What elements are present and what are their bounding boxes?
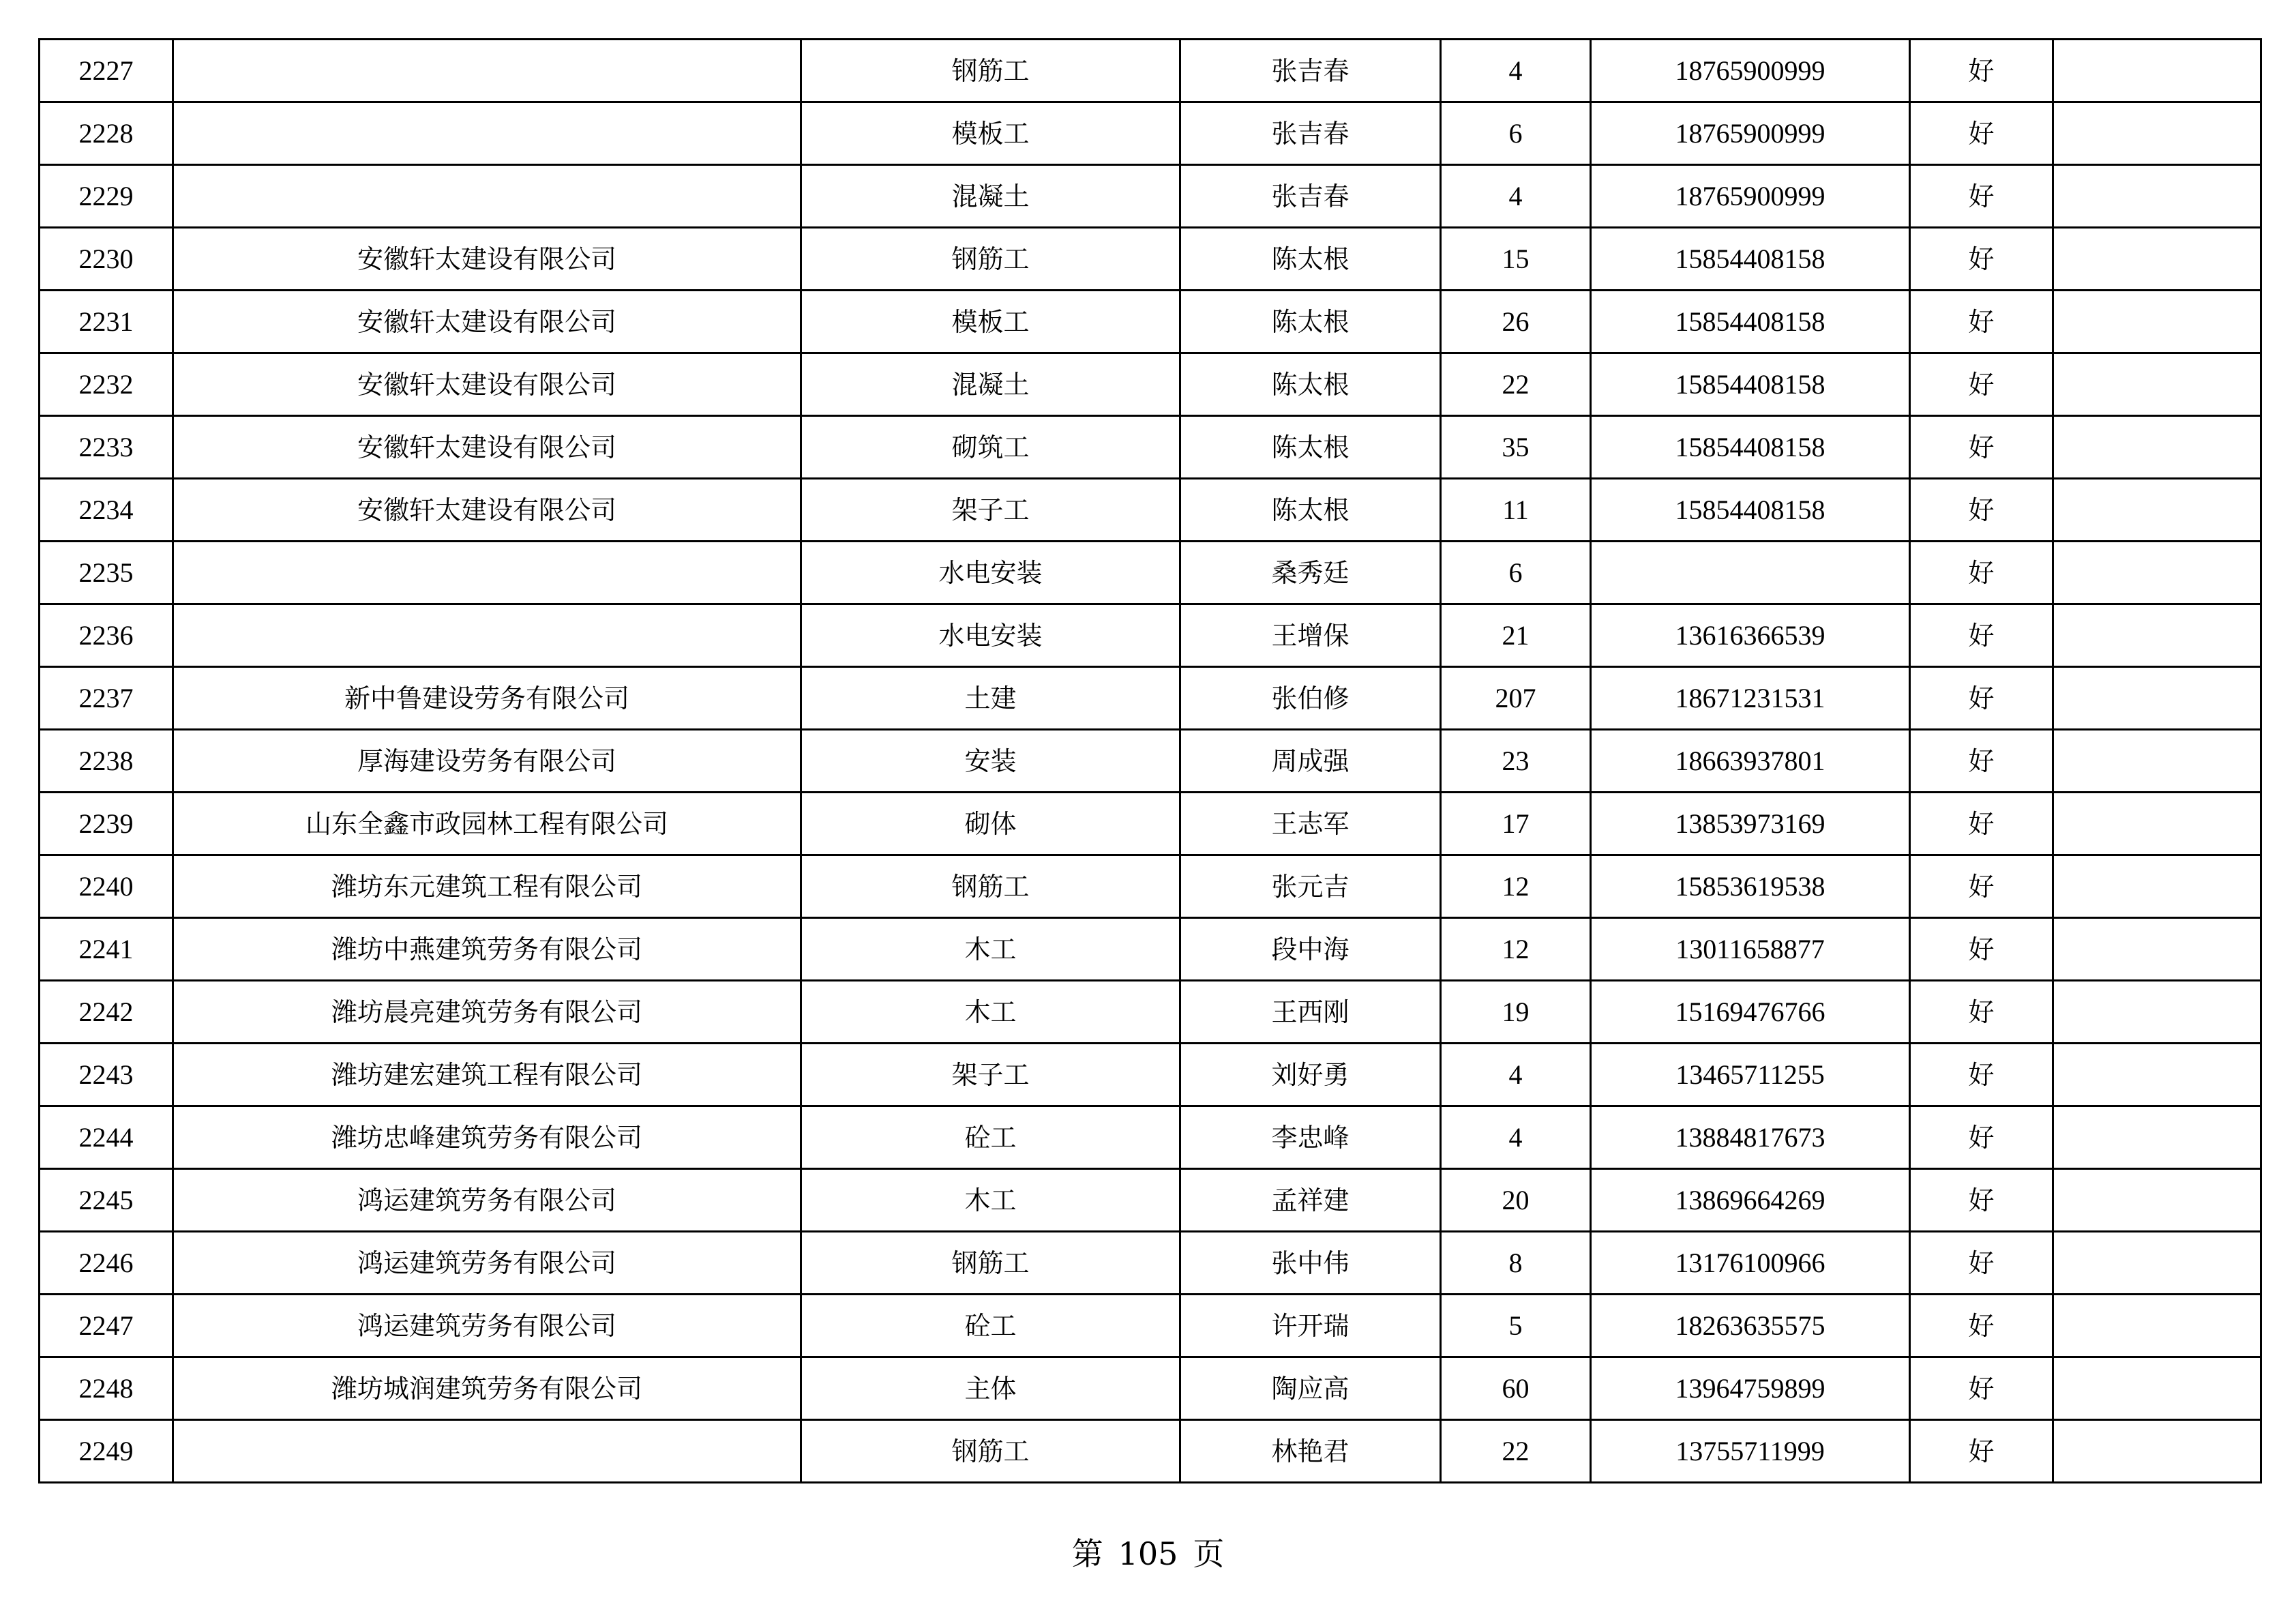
contact-person-cell: 张吉春 <box>1180 40 1441 102</box>
table-row <box>40 1295 2261 1357</box>
table-row <box>40 416 2261 479</box>
worker-count-cell: 15 <box>1441 228 1591 291</box>
company-cell: 安徽轩太建设有限公司 <box>173 479 801 542</box>
row-number-cell: 2242 <box>40 981 173 1044</box>
contact-person-cell: 张元吉 <box>1180 855 1441 918</box>
contact-person-cell: 陶应高 <box>1180 1357 1441 1420</box>
row-number-cell: 2239 <box>40 793 173 855</box>
rating-cell: 好 <box>1910 918 2053 981</box>
company-cell: 安徽轩太建设有限公司 <box>173 228 801 291</box>
worker-count-cell: 35 <box>1441 416 1591 479</box>
worker-count-cell: 207 <box>1441 667 1591 730</box>
note-cell <box>2053 102 2261 165</box>
worker-count-cell: 8 <box>1441 1232 1591 1295</box>
note-cell <box>2053 40 2261 102</box>
row-number-cell: 2234 <box>40 479 173 542</box>
worker-count-cell: 5 <box>1441 1295 1591 1357</box>
table-row <box>40 228 2261 291</box>
contact-person-cell: 王西刚 <box>1180 981 1441 1044</box>
row-number-cell: 2246 <box>40 1232 173 1295</box>
table-row <box>40 165 2261 228</box>
note-cell <box>2053 416 2261 479</box>
row-number-cell: 2245 <box>40 1169 173 1232</box>
table-row <box>40 1232 2261 1295</box>
note-cell <box>2053 981 2261 1044</box>
contact-person-cell: 陈太根 <box>1180 228 1441 291</box>
note-cell <box>2053 542 2261 604</box>
company-cell <box>173 604 801 667</box>
rating-cell: 好 <box>1910 416 2053 479</box>
note-cell <box>2053 1420 2261 1483</box>
trade-cell: 水电安装 <box>801 604 1180 667</box>
table-row <box>40 542 2261 604</box>
company-cell: 安徽轩太建设有限公司 <box>173 416 801 479</box>
row-number-cell: 2227 <box>40 40 173 102</box>
table-row <box>40 1420 2261 1483</box>
company-cell <box>173 40 801 102</box>
contact-person-cell: 张吉春 <box>1180 165 1441 228</box>
phone-cell: 15854408158 <box>1591 479 1910 542</box>
trade-cell: 砌体 <box>801 793 1180 855</box>
note-cell <box>2053 918 2261 981</box>
trade-cell: 木工 <box>801 918 1180 981</box>
worker-count-cell: 11 <box>1441 479 1591 542</box>
worker-count-cell: 4 <box>1441 1044 1591 1106</box>
company-cell: 潍坊东元建筑工程有限公司 <box>173 855 801 918</box>
rating-cell: 好 <box>1910 604 2053 667</box>
worker-count-cell: 12 <box>1441 918 1591 981</box>
rating-cell: 好 <box>1910 1044 2053 1106</box>
row-number-cell: 2235 <box>40 542 173 604</box>
table-row <box>40 667 2261 730</box>
note-cell <box>2053 1044 2261 1106</box>
worker-count-cell: 22 <box>1441 1420 1591 1483</box>
phone-cell: 13011658877 <box>1591 918 1910 981</box>
worker-count-cell: 22 <box>1441 353 1591 416</box>
rating-cell: 好 <box>1910 291 2053 353</box>
row-number-cell: 2241 <box>40 918 173 981</box>
trade-cell: 安装 <box>801 730 1180 793</box>
rating-cell: 好 <box>1910 479 2053 542</box>
worker-count-cell: 26 <box>1441 291 1591 353</box>
trade-cell: 钢筋工 <box>801 40 1180 102</box>
company-cell: 安徽轩太建设有限公司 <box>173 353 801 416</box>
note-cell <box>2053 1232 2261 1295</box>
company-cell: 鸿运建筑劳务有限公司 <box>173 1232 801 1295</box>
table-row <box>40 353 2261 416</box>
contact-person-cell: 孟祥建 <box>1180 1169 1441 1232</box>
company-cell <box>173 165 801 228</box>
note-cell <box>2053 1295 2261 1357</box>
trade-cell: 木工 <box>801 981 1180 1044</box>
worker-count-cell: 4 <box>1441 40 1591 102</box>
note-cell <box>2053 1106 2261 1169</box>
note-cell <box>2053 353 2261 416</box>
row-number-cell: 2229 <box>40 165 173 228</box>
company-cell <box>173 1420 801 1483</box>
table-row <box>40 1106 2261 1169</box>
row-number-cell: 2228 <box>40 102 173 165</box>
phone-cell: 18263635575 <box>1591 1295 1910 1357</box>
rating-cell: 好 <box>1910 1357 2053 1420</box>
contact-person-cell: 李忠峰 <box>1180 1106 1441 1169</box>
phone-cell: 13465711255 <box>1591 1044 1910 1106</box>
table-row <box>40 730 2261 793</box>
rating-cell: 好 <box>1910 730 2053 793</box>
worker-count-cell: 12 <box>1441 855 1591 918</box>
phone-cell: 15169476766 <box>1591 981 1910 1044</box>
worker-count-cell: 60 <box>1441 1357 1591 1420</box>
trade-cell: 钢筋工 <box>801 1232 1180 1295</box>
contact-person-cell: 许开瑞 <box>1180 1295 1441 1357</box>
trade-cell: 架子工 <box>801 1044 1180 1106</box>
table-row <box>40 291 2261 353</box>
contact-person-cell: 陈太根 <box>1180 416 1441 479</box>
phone-cell: 13884817673 <box>1591 1106 1910 1169</box>
phone-cell: 18765900999 <box>1591 102 1910 165</box>
trade-cell: 木工 <box>801 1169 1180 1232</box>
contact-person-cell: 王志军 <box>1180 793 1441 855</box>
note-cell <box>2053 228 2261 291</box>
phone-cell: 13964759899 <box>1591 1357 1910 1420</box>
trade-cell: 砼工 <box>801 1106 1180 1169</box>
rating-cell: 好 <box>1910 228 2053 291</box>
trade-cell: 土建 <box>801 667 1180 730</box>
page-footer <box>0 1535 2296 1572</box>
company-cell: 潍坊建宏建筑工程有限公司 <box>173 1044 801 1106</box>
contact-person-cell: 张伯修 <box>1180 667 1441 730</box>
rating-cell: 好 <box>1910 1169 2053 1232</box>
worker-count-cell: 23 <box>1441 730 1591 793</box>
phone-cell: 15853619538 <box>1591 855 1910 918</box>
table-row <box>40 855 2261 918</box>
row-number-cell: 2240 <box>40 855 173 918</box>
contact-person-cell: 张吉春 <box>1180 102 1441 165</box>
row-number-cell: 2231 <box>40 291 173 353</box>
row-number-cell: 2248 <box>40 1357 173 1420</box>
rating-cell: 好 <box>1910 1106 2053 1169</box>
row-number-cell: 2249 <box>40 1420 173 1483</box>
trade-cell: 砼工 <box>801 1295 1180 1357</box>
rating-cell: 好 <box>1910 165 2053 228</box>
rating-cell: 好 <box>1910 855 2053 918</box>
table-row <box>40 1169 2261 1232</box>
contact-person-cell: 段中海 <box>1180 918 1441 981</box>
rating-cell: 好 <box>1910 40 2053 102</box>
row-number-cell: 2233 <box>40 416 173 479</box>
row-number-cell: 2247 <box>40 1295 173 1357</box>
contact-person-cell: 刘好勇 <box>1180 1044 1441 1106</box>
row-number-cell: 2237 <box>40 667 173 730</box>
rating-cell: 好 <box>1910 102 2053 165</box>
company-cell: 安徽轩太建设有限公司 <box>173 291 801 353</box>
worker-count-cell: 6 <box>1441 542 1591 604</box>
trade-cell: 混凝土 <box>801 353 1180 416</box>
worker-count-cell: 19 <box>1441 981 1591 1044</box>
rating-cell: 好 <box>1910 1295 2053 1357</box>
company-cell: 山东全鑫市政园林工程有限公司 <box>173 793 801 855</box>
note-cell <box>2053 479 2261 542</box>
note-cell <box>2053 667 2261 730</box>
table-row <box>40 40 2261 102</box>
phone-cell: 15854408158 <box>1591 353 1910 416</box>
phone-cell: 18765900999 <box>1591 165 1910 228</box>
note-cell <box>2053 855 2261 918</box>
worker-count-cell: 4 <box>1441 1106 1591 1169</box>
trade-cell: 钢筋工 <box>801 855 1180 918</box>
row-number-cell: 2232 <box>40 353 173 416</box>
trade-cell: 混凝土 <box>801 165 1180 228</box>
table-row <box>40 102 2261 165</box>
note-cell <box>2053 730 2261 793</box>
contact-person-cell: 林艳君 <box>1180 1420 1441 1483</box>
contact-person-cell: 陈太根 <box>1180 479 1441 542</box>
trade-cell: 水电安装 <box>801 542 1180 604</box>
trade-cell: 主体 <box>801 1357 1180 1420</box>
contact-person-cell: 陈太根 <box>1180 353 1441 416</box>
worker-count-cell: 17 <box>1441 793 1591 855</box>
phone-cell: 18663937801 <box>1591 730 1910 793</box>
note-cell <box>2053 793 2261 855</box>
page-footer-suffix: 页 <box>1193 1535 1225 1572</box>
company-cell: 鸿运建筑劳务有限公司 <box>173 1169 801 1232</box>
trade-cell: 钢筋工 <box>801 1420 1180 1483</box>
table-row <box>40 479 2261 542</box>
company-cell: 鸿运建筑劳务有限公司 <box>173 1295 801 1357</box>
row-number-cell: 2238 <box>40 730 173 793</box>
note-cell <box>2053 1169 2261 1232</box>
note-cell <box>2053 604 2261 667</box>
worker-count-cell: 4 <box>1441 165 1591 228</box>
phone-cell: 13869664269 <box>1591 1169 1910 1232</box>
row-number-cell: 2243 <box>40 1044 173 1106</box>
company-cell <box>173 102 801 165</box>
rating-cell: 好 <box>1910 667 2053 730</box>
rating-cell: 好 <box>1910 1232 2053 1295</box>
note-cell <box>2053 291 2261 353</box>
phone-cell: 13755711999 <box>1591 1420 1910 1483</box>
note-cell <box>2053 165 2261 228</box>
company-cell: 潍坊晨亮建筑劳务有限公司 <box>173 981 801 1044</box>
trade-cell: 钢筋工 <box>801 228 1180 291</box>
phone-cell: 15854408158 <box>1591 291 1910 353</box>
company-cell: 潍坊中燕建筑劳务有限公司 <box>173 918 801 981</box>
rating-cell: 好 <box>1910 793 2053 855</box>
worker-count-cell: 6 <box>1441 102 1591 165</box>
company-cell: 潍坊忠峰建筑劳务有限公司 <box>173 1106 801 1169</box>
company-cell <box>173 542 801 604</box>
trade-cell: 架子工 <box>801 479 1180 542</box>
table-row <box>40 1357 2261 1420</box>
trade-cell: 模板工 <box>801 102 1180 165</box>
table-body <box>40 40 2261 1483</box>
rating-cell: 好 <box>1910 542 2053 604</box>
company-cell: 潍坊城润建筑劳务有限公司 <box>173 1357 801 1420</box>
phone-cell <box>1591 542 1910 604</box>
row-number-cell: 2244 <box>40 1106 173 1169</box>
contact-person-cell: 陈太根 <box>1180 291 1441 353</box>
phone-cell: 18765900999 <box>1591 40 1910 102</box>
page-footer-prefix: 第 <box>1071 1535 1103 1572</box>
table-row <box>40 981 2261 1044</box>
company-cell: 新中鲁建设劳务有限公司 <box>173 667 801 730</box>
rating-cell: 好 <box>1910 1420 2053 1483</box>
worker-count-cell: 21 <box>1441 604 1591 667</box>
rating-cell: 好 <box>1910 981 2053 1044</box>
company-cell: 厚海建设劳务有限公司 <box>173 730 801 793</box>
table-row <box>40 918 2261 981</box>
phone-cell: 18671231531 <box>1591 667 1910 730</box>
table-row <box>40 793 2261 855</box>
table-row <box>40 604 2261 667</box>
page-number: 105 <box>1118 1535 1178 1572</box>
table-row <box>40 1044 2261 1106</box>
contact-person-cell: 张中伟 <box>1180 1232 1441 1295</box>
phone-cell: 15854408158 <box>1591 416 1910 479</box>
trade-cell: 模板工 <box>801 291 1180 353</box>
contact-person-cell: 王增保 <box>1180 604 1441 667</box>
trade-cell: 砌筑工 <box>801 416 1180 479</box>
contact-person-cell: 周成强 <box>1180 730 1441 793</box>
note-cell <box>2053 1357 2261 1420</box>
rating-cell: 好 <box>1910 353 2053 416</box>
row-number-cell: 2236 <box>40 604 173 667</box>
phone-cell: 13853973169 <box>1591 793 1910 855</box>
phone-cell: 15854408158 <box>1591 228 1910 291</box>
worker-count-cell: 20 <box>1441 1169 1591 1232</box>
row-number-cell: 2230 <box>40 228 173 291</box>
phone-cell: 13176100966 <box>1591 1232 1910 1295</box>
contact-person-cell: 桑秀廷 <box>1180 542 1441 604</box>
phone-cell: 13616366539 <box>1591 604 1910 667</box>
labor-roster-table <box>38 38 2262 1483</box>
